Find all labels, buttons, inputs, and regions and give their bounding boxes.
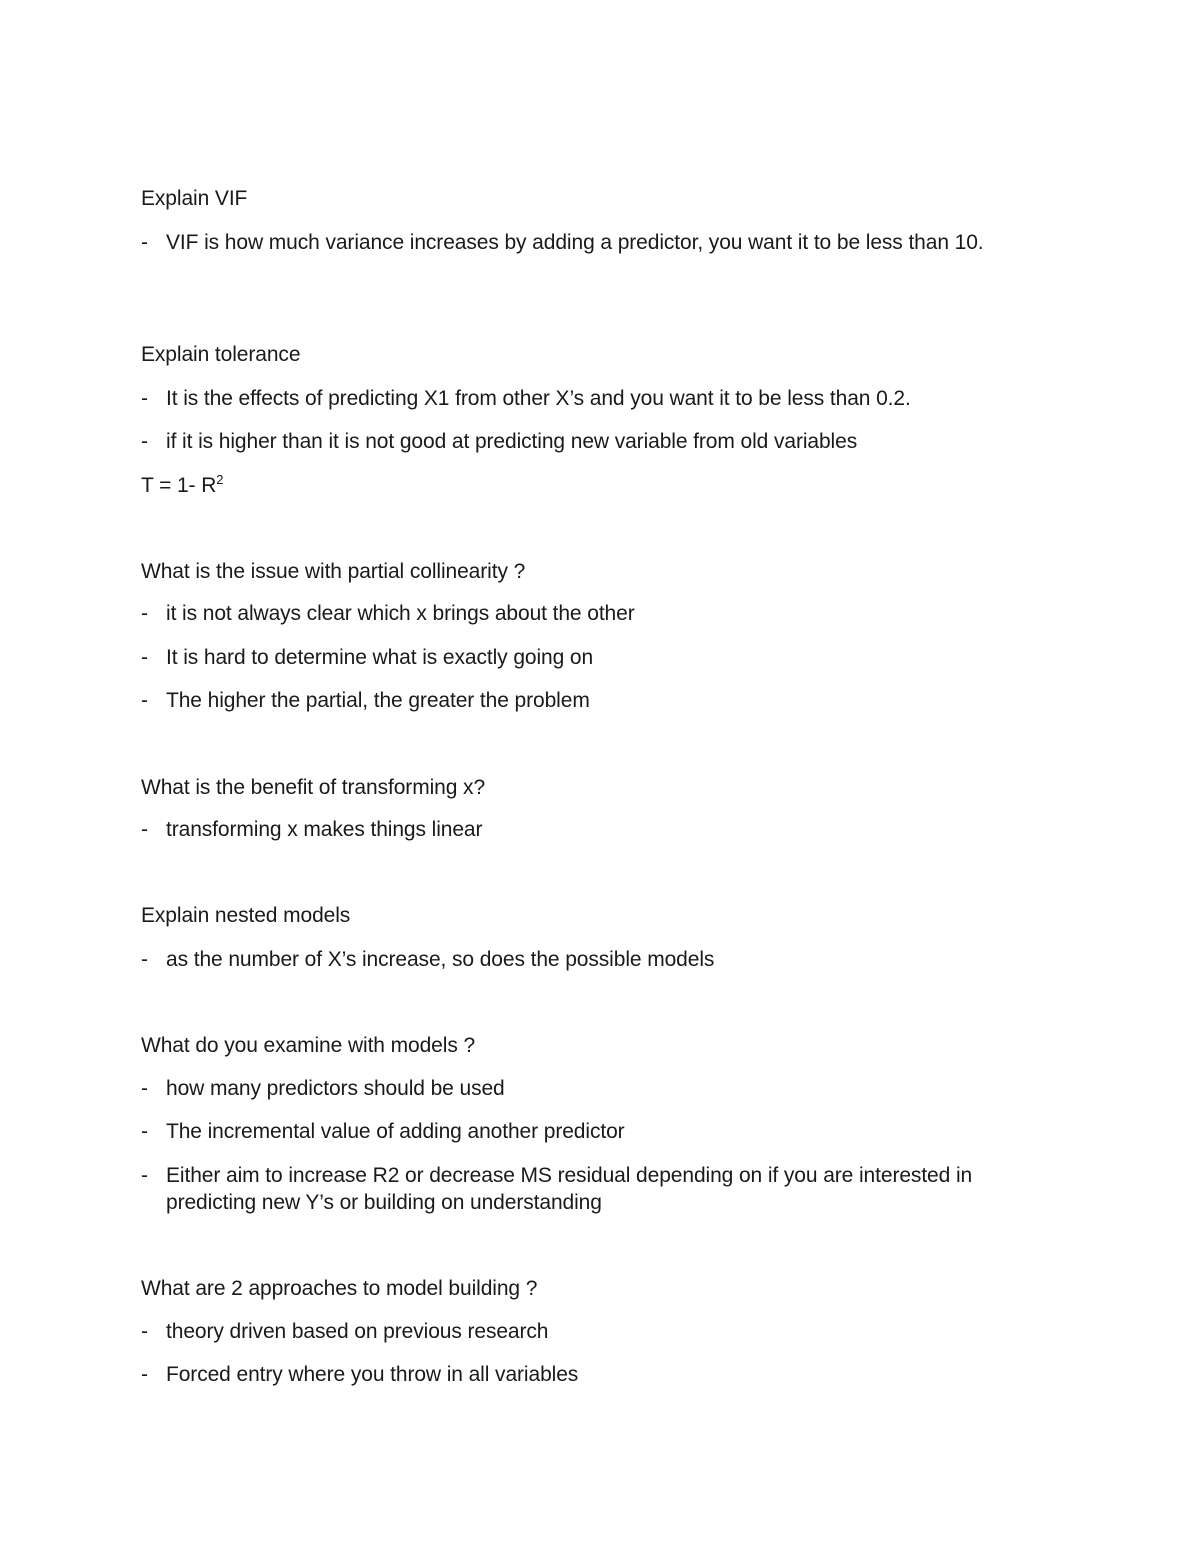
bullet-item <box>141 687 1066 714</box>
bullet-marker: - <box>141 430 148 453</box>
bullet-marker: - <box>141 387 148 410</box>
bullet-item <box>141 1318 1066 1345</box>
bullet-marker: - <box>141 948 148 971</box>
bullet-text: It is the effects of predicting X1 from other X’s and you want it to be less than 0.2. <box>166 387 911 410</box>
bullet-marker: - <box>141 818 148 841</box>
formula-base: T = 1- R <box>141 474 217 497</box>
bullet-item <box>141 385 1066 412</box>
bullet-marker: - <box>141 646 148 669</box>
bullet-marker: - <box>141 231 148 254</box>
formula-superscript: 2 <box>216 472 224 487</box>
bullet-text: It is hard to determine what is exactly going on <box>166 646 594 669</box>
bullet-item <box>141 1361 1066 1388</box>
bullet-text: The incremental value of adding another predictor <box>166 1120 625 1143</box>
bullet-text: Forced entry where you throw in all variables <box>166 1363 579 1386</box>
bullet-text: it is not always clear which x brings about the other <box>166 602 635 625</box>
question-heading: Explain nested models <box>141 904 351 927</box>
bullet-item <box>141 1075 1066 1102</box>
bullet-item <box>141 428 1066 455</box>
bullet-text: VIF is how much variance increases by adding a predictor, you want it to be less than 10. <box>166 231 984 254</box>
bullet-text: Either aim to increase R2 or decrease MS residual depending on if you are interested in predicting new Y’s or building on understanding <box>166 1164 973 1214</box>
bullet-marker: - <box>141 1363 148 1386</box>
bullet-item <box>141 1162 1066 1216</box>
bullet-text: The higher the partial, the greater the problem <box>166 689 590 712</box>
question-heading: Explain VIF <box>141 187 248 210</box>
bullet-item <box>141 946 1066 973</box>
bullet-marker: - <box>141 689 148 712</box>
bullet-marker: - <box>141 1077 148 1100</box>
tolerance-formula <box>141 472 223 499</box>
question-heading: What do you examine with models ? <box>141 1034 476 1057</box>
question-heading: What is the issue with partial collinearity ? <box>141 560 526 583</box>
question-heading: What is the benefit of transforming x? <box>141 776 486 799</box>
bullet-text: theory driven based on previous research <box>166 1320 549 1343</box>
bullet-item <box>141 816 1066 843</box>
question-heading: What are 2 approaches to model building ? <box>141 1277 538 1300</box>
bullet-text: transforming x makes things linear <box>166 818 483 841</box>
bullet-item <box>141 600 1066 627</box>
bullet-marker: - <box>141 1164 148 1187</box>
bullet-text: as the number of X’s increase, so does the possible models <box>166 948 715 971</box>
bullet-marker: - <box>141 1320 148 1343</box>
bullet-text: how many predictors should be used <box>166 1077 505 1100</box>
bullet-marker: - <box>141 602 148 625</box>
bullet-marker: - <box>141 1120 148 1143</box>
bullet-text: if it is higher than it is not good at predicting new variable from old variables <box>166 430 858 453</box>
bullet-item <box>141 229 1066 256</box>
bullet-item <box>141 1118 1066 1145</box>
question-heading: Explain tolerance <box>141 343 301 366</box>
bullet-item <box>141 644 1066 671</box>
